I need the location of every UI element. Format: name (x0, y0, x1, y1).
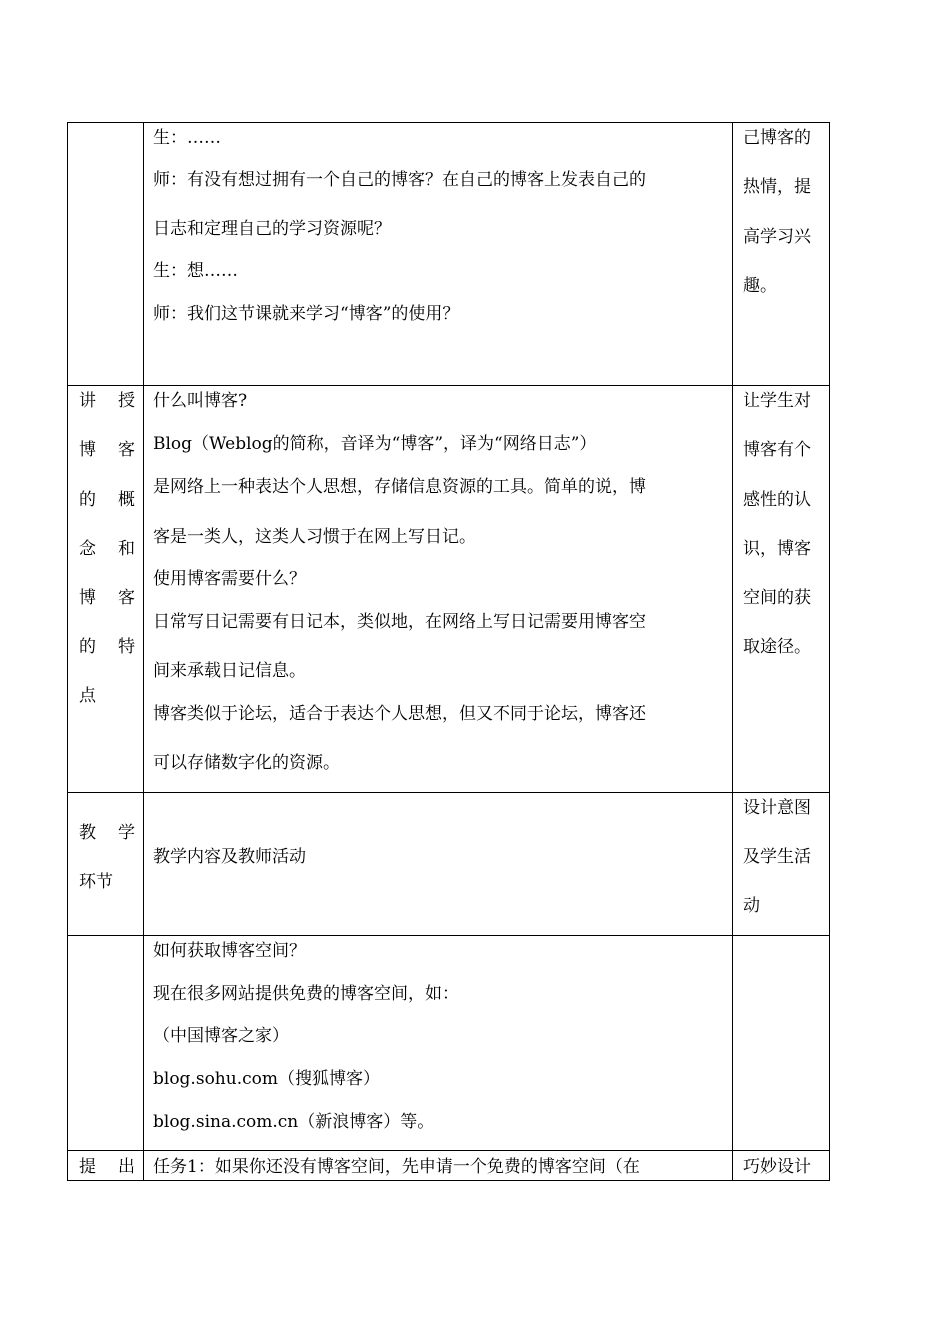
dialogue-line: 日志和定理自己的学习资源呢？ (153, 219, 391, 239)
section-label-line: 提 出 (79, 1157, 135, 1177)
content-line: blog.sina.com.cn（新浪博客）等。 (153, 1112, 435, 1132)
dialogue-line: 生：…… (153, 128, 221, 148)
design-intent-line: 热情，提 (743, 177, 811, 197)
section-label-line: 博 客 (79, 440, 135, 460)
section-label-line: 念 和 (79, 539, 135, 559)
content-line: blog.sohu.com（搜狐博客） (153, 1069, 380, 1089)
design-intent-line: 取途径。 (743, 637, 811, 657)
design-intent-line: 己博客的 (743, 128, 811, 148)
section-label-line: 教 学 (79, 823, 135, 843)
content-line: Blog（Weblog的简称，音译为“博客”，译为“网络日志”） (153, 434, 597, 454)
column-header-intent: 动 (743, 896, 760, 916)
section-label-line: 博 客 (79, 588, 135, 608)
design-intent-line: 感性的认 (743, 490, 811, 510)
design-intent-line: 趣。 (743, 276, 777, 296)
design-intent-line: 让学生对 (743, 391, 811, 411)
column-header-intent: 及学生活 (743, 847, 811, 867)
dialogue-line: 师：有没有想过拥有一个自己的博客？在自己的博客上发表自己的 (153, 170, 646, 190)
row-divider (67, 385, 830, 386)
section-label-line: 的 概 (79, 490, 135, 510)
content-line: 是网络上一种表达个人思想，存储信息资源的工具。简单的说，博 (153, 477, 646, 497)
column-divider (143, 122, 144, 1181)
column-header-content: 教学内容及教师活动 (153, 847, 306, 867)
row-divider (67, 935, 830, 936)
content-line: 客是一类人，这类人习惯于在网上写日记。 (153, 527, 476, 547)
table-border-top (67, 122, 830, 123)
content-line: （中国博客之家） (153, 1026, 289, 1046)
content-line: 日常写日记需要有日记本，类似地，在网络上写日记需要用博客空 (153, 612, 646, 632)
row-divider (67, 1150, 830, 1151)
design-intent-line: 高学习兴 (743, 227, 811, 247)
table-border-left (67, 122, 68, 1181)
content-line: 博客类似于论坛，适合于表达个人思想，但又不同于论坛，博客还 (153, 704, 646, 724)
task-line: 任务1：如果你还没有博客空间，先申请一个免费的博客空间（在 (153, 1157, 640, 1177)
column-divider (732, 122, 733, 1181)
section-label-line: 环节 (79, 872, 113, 892)
dialogue-line: 生：想…… (153, 261, 238, 281)
design-intent-line: 识，博客 (743, 539, 811, 559)
column-header-intent: 设计意图 (743, 798, 811, 818)
table-border-right (829, 122, 830, 1181)
section-label-line: 的 特 (79, 637, 135, 657)
row-divider (67, 792, 830, 793)
section-label-line: 讲 授 (79, 391, 135, 411)
table-border-bottom (67, 1180, 830, 1181)
section-label-line: 点 (79, 686, 96, 706)
design-intent-line: 巧妙设计 (743, 1157, 811, 1177)
content-line: 什么叫博客? (153, 391, 248, 411)
dialogue-line: 师：我们这节课就来学习“博客”的使用？ (153, 304, 460, 324)
design-intent-line: 空间的获 (743, 588, 811, 608)
content-line: 可以存储数字化的资源。 (153, 753, 340, 773)
content-line: 使用博客需要什么？ (153, 569, 306, 589)
content-line: 现在很多网站提供免费的博客空间，如： (153, 984, 459, 1004)
content-line: 间来承载日记信息。 (153, 661, 306, 681)
design-intent-line: 博客有个 (743, 440, 811, 460)
content-line: 如何获取博客空间？ (153, 941, 306, 961)
